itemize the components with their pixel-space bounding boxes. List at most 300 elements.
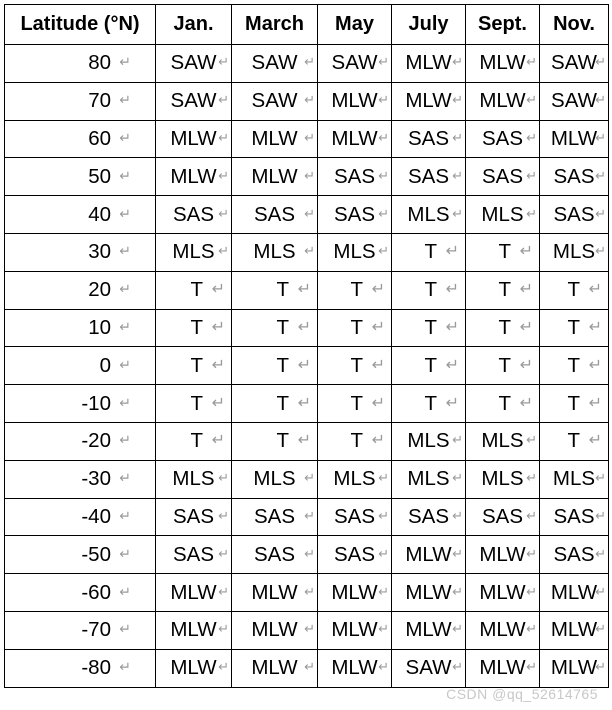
atmosphere-cell	[318, 120, 392, 158]
paragraph-mark-icon: ↵	[119, 91, 131, 108]
table-row	[5, 82, 609, 120]
atmosphere-cell	[466, 196, 540, 234]
paragraph-mark-icon: ↵	[211, 432, 225, 450]
atmosphere-cell	[318, 649, 392, 687]
paragraph-mark-icon: ↵	[297, 356, 311, 374]
atmosphere-cell	[156, 460, 232, 498]
atmosphere-cell	[156, 233, 232, 271]
paragraph-mark-icon: ↵	[519, 356, 533, 374]
atmosphere-cell	[318, 385, 392, 423]
atmosphere-code: MLW	[170, 618, 217, 642]
latitude-cell	[5, 271, 156, 309]
paragraph-mark-icon: ↵	[595, 92, 606, 108]
atmosphere-code: SAW	[251, 51, 298, 75]
paragraph-mark-icon: ↵	[526, 432, 537, 448]
atmosphere-code: T	[424, 353, 437, 377]
latitude-value: -30	[81, 467, 111, 491]
atmosphere-code: SAS	[172, 202, 215, 226]
paragraph-mark-icon: ↵	[445, 394, 459, 412]
paragraph-mark-icon: ↵	[588, 394, 602, 412]
paragraph-mark-icon: ↵	[304, 167, 315, 183]
atmosphere-code: SAW	[551, 89, 597, 113]
latitude-value: 80	[88, 51, 111, 75]
atmosphere-cell	[318, 460, 392, 498]
atmosphere-cell	[318, 271, 392, 309]
atmosphere-cell	[466, 309, 540, 347]
paragraph-mark-icon: ↵	[452, 470, 463, 486]
paragraph-mark-icon: ↵	[526, 54, 537, 70]
latitude-value: 50	[88, 164, 111, 188]
table-row	[5, 460, 609, 498]
atmosphere-cell	[232, 574, 318, 612]
atmosphere-code: SAS	[172, 504, 215, 528]
paragraph-mark-icon: ↵	[595, 54, 606, 70]
atmosphere-code: SAW	[551, 51, 597, 75]
atmosphere-code: T	[350, 278, 363, 302]
atmosphere-cell	[232, 309, 318, 347]
paragraph-mark-icon: ↵	[452, 92, 463, 108]
atmosphere-cell	[232, 460, 318, 498]
atmosphere-cell	[156, 574, 232, 612]
latitude-value: -10	[81, 391, 111, 415]
atmosphere-cell	[466, 422, 540, 460]
atmosphere-code: SAS	[481, 504, 524, 528]
paragraph-mark-icon: ↵	[371, 356, 385, 374]
atmosphere-code: SAW	[170, 89, 217, 113]
paragraph-mark-icon: ↵	[218, 92, 229, 108]
atmosphere-cell	[318, 574, 392, 612]
paragraph-mark-icon: ↵	[378, 621, 389, 637]
table-row	[5, 309, 609, 347]
atmosphere-cell	[318, 422, 392, 460]
atmosphere-code: T	[424, 278, 437, 302]
atmosphere-cell	[156, 422, 232, 460]
paragraph-mark-icon: ↵	[445, 356, 459, 374]
atmosphere-cell	[466, 536, 540, 574]
paragraph-mark-icon: ↵	[119, 658, 131, 675]
atmosphere-cell	[540, 574, 609, 612]
atmosphere-code: SAW	[170, 51, 217, 75]
table-row	[5, 271, 609, 309]
paragraph-mark-icon: ↵	[304, 130, 315, 146]
atmosphere-cell	[392, 611, 466, 649]
atmosphere-code: SAS	[407, 126, 450, 150]
paragraph-mark-icon: ↵	[526, 130, 537, 146]
paragraph-mark-icon: ↵	[211, 394, 225, 412]
atmosphere-cell	[318, 45, 392, 83]
atmosphere-code: T	[424, 391, 437, 415]
latitude-value: -40	[81, 504, 111, 528]
table-row	[5, 120, 609, 158]
atmosphere-code: T	[498, 315, 511, 339]
paragraph-mark-icon: ↵	[526, 545, 537, 561]
atmosphere-cell	[392, 385, 466, 423]
atmosphere-code: T	[276, 391, 289, 415]
latitude-value: -20	[81, 429, 111, 453]
atmosphere-cell	[540, 498, 609, 536]
table-row	[5, 45, 609, 83]
table-row	[5, 422, 609, 460]
atmosphere-cell	[466, 158, 540, 196]
atmosphere-code: T	[350, 353, 363, 377]
atmosphere-cell	[540, 460, 609, 498]
atmosphere-cell	[318, 196, 392, 234]
atmosphere-cell	[392, 649, 466, 687]
atmosphere-cell	[540, 309, 609, 347]
atmosphere-cell	[392, 347, 466, 385]
paragraph-mark-icon: ↵	[378, 205, 389, 221]
latitude-cell	[5, 82, 156, 120]
atmosphere-cell	[232, 120, 318, 158]
atmosphere-code: T	[498, 278, 511, 302]
paragraph-mark-icon: ↵	[378, 545, 389, 561]
atmosphere-cell	[466, 611, 540, 649]
paragraph-mark-icon: ↵	[304, 545, 315, 561]
atmosphere-code: MLW	[479, 89, 526, 113]
paragraph-mark-icon: ↵	[211, 318, 225, 336]
atmosphere-cell	[466, 82, 540, 120]
atmosphere-cell	[232, 196, 318, 234]
table-row	[5, 385, 609, 423]
latitude-value: -70	[81, 618, 111, 642]
atmosphere-cell	[540, 158, 609, 196]
atmosphere-code: SAS	[333, 542, 376, 566]
paragraph-mark-icon: ↵	[588, 432, 602, 450]
paragraph-mark-icon: ↵	[378, 470, 389, 486]
atmosphere-cell	[232, 158, 318, 196]
atmosphere-code: T	[567, 429, 580, 453]
paragraph-mark-icon: ↵	[218, 243, 229, 259]
atmosphere-code: MLS	[552, 467, 596, 491]
paragraph-mark-icon: ↵	[119, 54, 131, 71]
atmosphere-cell	[466, 120, 540, 158]
atmosphere-code: T	[350, 429, 363, 453]
atmosphere-code: MLS	[481, 202, 524, 226]
atmosphere-cell	[466, 498, 540, 536]
latitude-value: -60	[81, 580, 111, 604]
table-row	[5, 574, 609, 612]
atmosphere-code: MLW	[331, 126, 378, 150]
paragraph-mark-icon: ↵	[304, 659, 315, 675]
paragraph-mark-icon: ↵	[526, 167, 537, 183]
atmosphere-code: MLW	[170, 580, 217, 604]
atmosphere-code: SAS	[481, 164, 524, 188]
atmosphere-cell	[156, 196, 232, 234]
paragraph-mark-icon: ↵	[218, 621, 229, 637]
atmosphere-cell	[392, 271, 466, 309]
atmosphere-code: MLW	[405, 580, 452, 604]
paragraph-mark-icon: ↵	[304, 243, 315, 259]
atmosphere-cell	[392, 309, 466, 347]
paragraph-mark-icon: ↵	[378, 243, 389, 259]
latitude-value: 60	[88, 126, 111, 150]
paragraph-mark-icon: ↵	[378, 54, 389, 70]
atmosphere-code: MLS	[333, 240, 376, 264]
header-latitude: Latitude (°N)	[5, 5, 156, 45]
paragraph-mark-icon: ↵	[297, 432, 311, 450]
atmosphere-profile-table	[4, 4, 609, 688]
paragraph-mark-icon: ↵	[588, 318, 602, 336]
atmosphere-code: T	[190, 353, 203, 377]
atmosphere-cell	[392, 536, 466, 574]
paragraph-mark-icon: ↵	[452, 54, 463, 70]
paragraph-mark-icon: ↵	[588, 281, 602, 299]
paragraph-mark-icon: ↵	[371, 281, 385, 299]
paragraph-mark-icon: ↵	[218, 659, 229, 675]
paragraph-mark-icon: ↵	[304, 621, 315, 637]
atmosphere-cell	[318, 498, 392, 536]
atmosphere-cell	[392, 45, 466, 83]
paragraph-mark-icon: ↵	[595, 167, 606, 183]
atmosphere-code: MLW	[479, 580, 526, 604]
latitude-cell	[5, 120, 156, 158]
atmosphere-code: T	[190, 278, 203, 302]
paragraph-mark-icon: ↵	[526, 508, 537, 524]
table-row	[5, 158, 609, 196]
atmosphere-code: MLW	[405, 542, 452, 566]
paragraph-mark-icon: ↵	[211, 281, 225, 299]
atmosphere-code: SAS	[553, 504, 595, 528]
atmosphere-cell	[466, 460, 540, 498]
paragraph-mark-icon: ↵	[211, 356, 225, 374]
watermark: CSDN @qq_52614765	[446, 686, 598, 702]
paragraph-mark-icon: ↵	[119, 167, 131, 184]
table-row	[5, 196, 609, 234]
atmosphere-cell	[156, 347, 232, 385]
paragraph-mark-icon: ↵	[378, 583, 389, 599]
paragraph-mark-icon: ↵	[378, 659, 389, 675]
atmosphere-code: SAS	[481, 126, 524, 150]
table-row	[5, 611, 609, 649]
latitude-cell	[5, 158, 156, 196]
atmosphere-cell	[318, 158, 392, 196]
atmosphere-cell	[232, 347, 318, 385]
paragraph-mark-icon: ↵	[595, 130, 606, 146]
paragraph-mark-icon: ↵	[218, 470, 229, 486]
header-july: July	[392, 5, 466, 45]
latitude-value: 30	[88, 240, 111, 264]
header-nov: Nov.	[540, 5, 609, 45]
atmosphere-code: SAS	[553, 542, 595, 566]
atmosphere-cell	[392, 498, 466, 536]
paragraph-mark-icon: ↵	[119, 394, 131, 411]
paragraph-mark-icon: ↵	[218, 54, 229, 70]
atmosphere-code: MLS	[481, 467, 524, 491]
paragraph-mark-icon: ↵	[519, 243, 533, 261]
atmosphere-cell	[232, 233, 318, 271]
atmosphere-code: T	[190, 315, 203, 339]
latitude-cell	[5, 309, 156, 347]
paragraph-mark-icon: ↵	[445, 318, 459, 336]
paragraph-mark-icon: ↵	[519, 318, 533, 336]
paragraph-mark-icon: ↵	[119, 583, 131, 600]
atmosphere-cell	[466, 271, 540, 309]
atmosphere-cell	[156, 536, 232, 574]
paragraph-mark-icon: ↵	[119, 545, 131, 562]
atmosphere-code: MLS	[407, 467, 450, 491]
atmosphere-cell	[232, 45, 318, 83]
paragraph-mark-icon: ↵	[218, 167, 229, 183]
atmosphere-code: MLS	[407, 429, 450, 453]
latitude-cell	[5, 347, 156, 385]
paragraph-mark-icon: ↵	[218, 508, 229, 524]
atmosphere-code: MLW	[550, 580, 598, 604]
atmosphere-code: SAS	[253, 504, 296, 528]
atmosphere-cell	[156, 271, 232, 309]
latitude-value: 20	[88, 278, 111, 302]
paragraph-mark-icon: ↵	[297, 281, 311, 299]
atmosphere-code: MLS	[481, 429, 524, 453]
atmosphere-code: T	[498, 240, 511, 264]
atmosphere-code: MLS	[552, 240, 596, 264]
paragraph-mark-icon: ↵	[452, 167, 463, 183]
atmosphere-code: T	[276, 429, 289, 453]
paragraph-mark-icon: ↵	[304, 508, 315, 524]
table-body	[5, 45, 609, 688]
paragraph-mark-icon: ↵	[304, 205, 315, 221]
atmosphere-code: SAS	[407, 504, 450, 528]
atmosphere-cell	[232, 649, 318, 687]
paragraph-mark-icon: ↵	[371, 394, 385, 412]
atmosphere-code: SAS	[253, 202, 296, 226]
latitude-value: -80	[81, 656, 111, 680]
atmosphere-code: SAS	[172, 542, 215, 566]
atmosphere-cell	[318, 82, 392, 120]
table-row	[5, 233, 609, 271]
atmosphere-cell	[540, 271, 609, 309]
paragraph-mark-icon: ↵	[371, 318, 385, 336]
atmosphere-code: SAS	[333, 504, 376, 528]
paragraph-mark-icon: ↵	[452, 205, 463, 221]
atmosphere-cell	[540, 82, 609, 120]
atmosphere-code: MLW	[331, 89, 378, 113]
atmosphere-cell	[156, 309, 232, 347]
atmosphere-code: MLW	[170, 164, 217, 188]
atmosphere-cell	[540, 233, 609, 271]
atmosphere-cell	[232, 82, 318, 120]
paragraph-mark-icon: ↵	[452, 432, 463, 448]
atmosphere-cell	[540, 347, 609, 385]
atmosphere-cell	[392, 460, 466, 498]
paragraph-mark-icon: ↵	[218, 545, 229, 561]
paragraph-mark-icon: ↵	[119, 129, 131, 146]
paragraph-mark-icon: ↵	[218, 583, 229, 599]
atmosphere-code: T	[276, 315, 289, 339]
header-sept: Sept.	[466, 5, 540, 45]
atmosphere-code: MLS	[253, 240, 296, 264]
atmosphere-code: MLW	[550, 656, 598, 680]
atmosphere-cell	[466, 649, 540, 687]
paragraph-mark-icon: ↵	[595, 583, 606, 599]
atmosphere-code: MLW	[405, 618, 452, 642]
atmosphere-code: MLS	[407, 202, 450, 226]
paragraph-mark-icon: ↵	[452, 508, 463, 524]
atmosphere-cell	[318, 233, 392, 271]
table-row	[5, 536, 609, 574]
latitude-cell	[5, 422, 156, 460]
atmosphere-cell	[392, 82, 466, 120]
atmosphere-code: MLW	[251, 580, 298, 604]
paragraph-mark-icon: ↵	[452, 659, 463, 675]
atmosphere-cell	[156, 158, 232, 196]
atmosphere-code: T	[424, 315, 437, 339]
paragraph-mark-icon: ↵	[452, 583, 463, 599]
atmosphere-cell	[392, 574, 466, 612]
paragraph-mark-icon: ↵	[378, 92, 389, 108]
atmosphere-cell	[540, 385, 609, 423]
atmosphere-code: T	[567, 391, 580, 415]
atmosphere-cell	[466, 45, 540, 83]
atmosphere-code: T	[350, 315, 363, 339]
atmosphere-code: T	[567, 278, 580, 302]
paragraph-mark-icon: ↵	[526, 659, 537, 675]
atmosphere-cell	[392, 158, 466, 196]
atmosphere-cell	[392, 233, 466, 271]
atmosphere-code: MLW	[479, 51, 526, 75]
latitude-cell	[5, 196, 156, 234]
atmosphere-cell	[232, 498, 318, 536]
atmosphere-code: T	[424, 240, 437, 264]
atmosphere-cell	[466, 233, 540, 271]
atmosphere-code: MLW	[405, 51, 452, 75]
latitude-cell	[5, 611, 156, 649]
latitude-value: 10	[88, 315, 111, 339]
atmosphere-code: SAS	[553, 164, 595, 188]
latitude-cell	[5, 385, 156, 423]
paragraph-mark-icon: ↵	[595, 659, 606, 675]
atmosphere-cell	[540, 45, 609, 83]
table-row	[5, 347, 609, 385]
atmosphere-cell	[232, 536, 318, 574]
paragraph-mark-icon: ↵	[304, 583, 315, 599]
atmosphere-code: MLS	[172, 467, 215, 491]
paragraph-mark-icon: ↵	[371, 432, 385, 450]
paragraph-mark-icon: ↵	[304, 54, 315, 70]
latitude-cell	[5, 498, 156, 536]
paragraph-mark-icon: ↵	[378, 167, 389, 183]
latitude-cell	[5, 536, 156, 574]
atmosphere-cell	[232, 422, 318, 460]
paragraph-mark-icon: ↵	[119, 280, 131, 297]
atmosphere-cell	[156, 611, 232, 649]
paragraph-mark-icon: ↵	[378, 130, 389, 146]
atmosphere-code: T	[276, 353, 289, 377]
atmosphere-code: MLW	[405, 89, 452, 113]
header-march: March	[232, 5, 318, 45]
paragraph-mark-icon: ↵	[297, 318, 311, 336]
atmosphere-cell	[156, 385, 232, 423]
paragraph-mark-icon: ↵	[119, 243, 131, 260]
paragraph-mark-icon: ↵	[595, 470, 606, 486]
paragraph-mark-icon: ↵	[595, 205, 606, 221]
paragraph-mark-icon: ↵	[452, 621, 463, 637]
paragraph-mark-icon: ↵	[297, 394, 311, 412]
paragraph-mark-icon: ↵	[304, 470, 315, 486]
atmosphere-cell	[318, 347, 392, 385]
atmosphere-code: MLS	[172, 240, 215, 264]
paragraph-mark-icon: ↵	[526, 583, 537, 599]
paragraph-mark-icon: ↵	[119, 432, 131, 449]
atmosphere-code: T	[498, 391, 511, 415]
atmosphere-code: SAW	[405, 656, 452, 680]
paragraph-mark-icon: ↵	[588, 356, 602, 374]
atmosphere-cell	[540, 422, 609, 460]
table-row	[5, 498, 609, 536]
atmosphere-code: MLW	[479, 542, 526, 566]
atmosphere-cell	[392, 120, 466, 158]
atmosphere-code: T	[567, 315, 580, 339]
header-may: May	[318, 5, 392, 45]
